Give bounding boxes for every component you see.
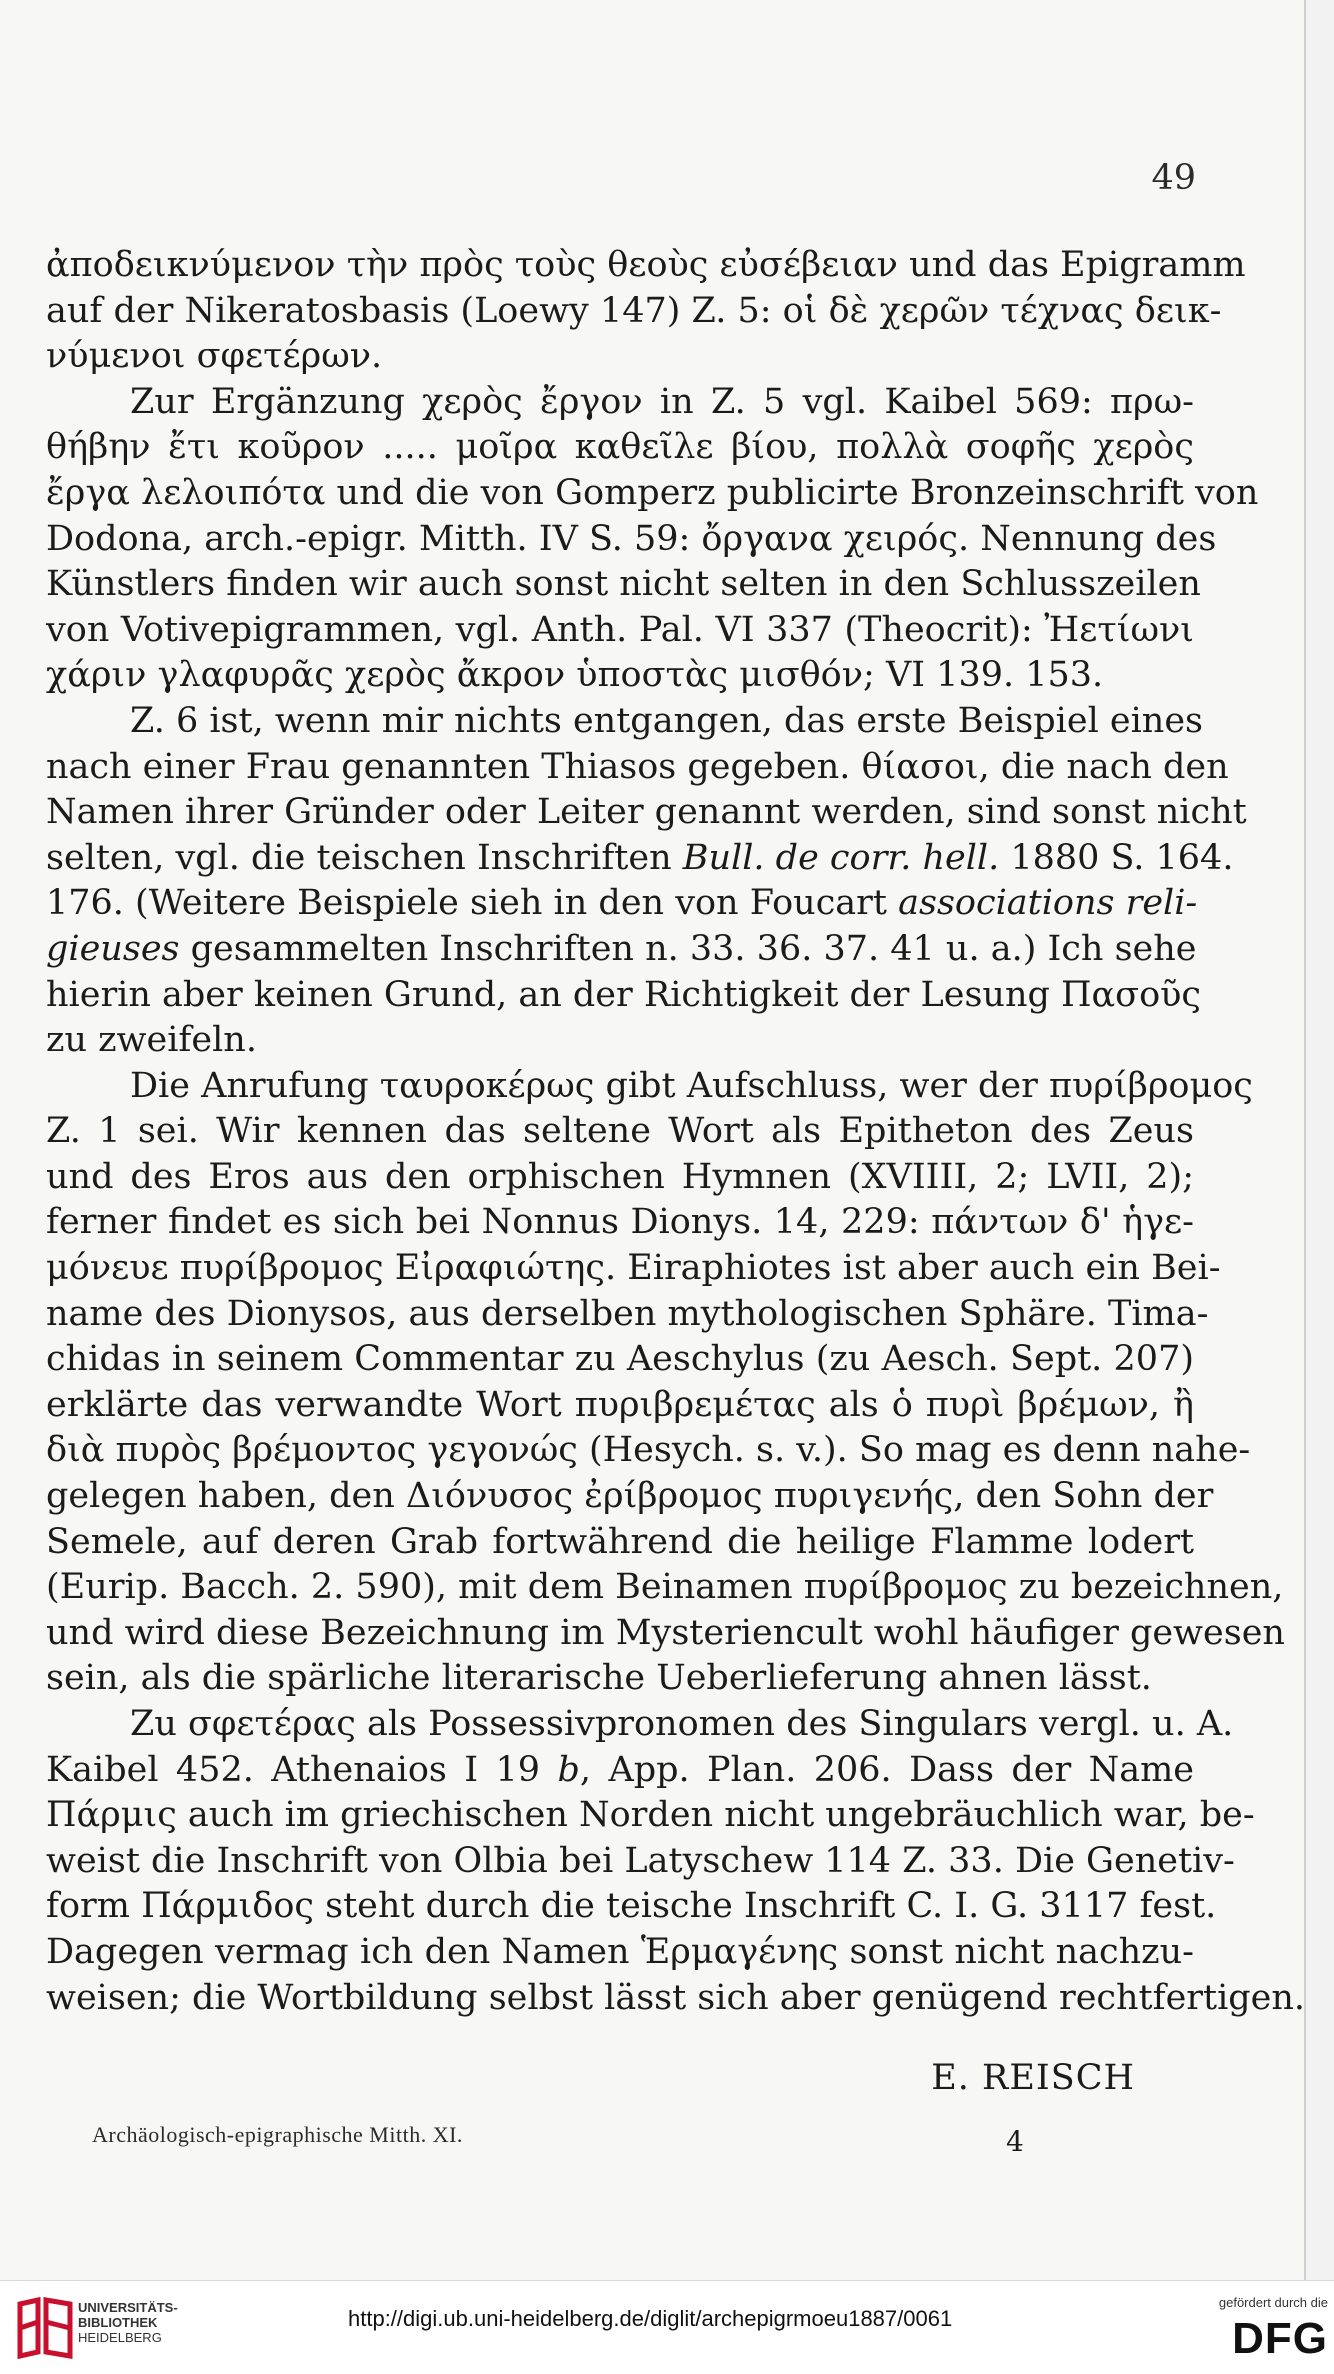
text-line-segment: ferner findet es sich bei Nonnus Dionys. 14, 229: πάντων δ' ἡγε- — [46, 1202, 1194, 1243]
text-line-segment: 176. (Weitere Beispiele sieh in den von Foucart — [46, 883, 887, 924]
text-line — [46, 1793, 1255, 1839]
text-line-segment: chidas in seinem Commentar zu Aeschylus (zu Aesch. Sept. 207) — [46, 1339, 1194, 1380]
text-line-segment: Semele, auf deren Grab fortwährend die heilige Flamme lodert — [46, 1521, 1194, 1562]
body-text — [46, 243, 1306, 2021]
text-line — [46, 1702, 1234, 1748]
text-line-segment: χάριν γλαφυρᾶς χερὸς ἄκρον ὑποστὰς μισθόν; VI 139. 153. — [46, 655, 1104, 696]
text-line-segment: auf der Nikeratosbasis (Loewy 147) Z. 5: οἱ δὲ χερῶν τέχνας δεικ- — [46, 290, 1222, 331]
text-line — [46, 1428, 1251, 1474]
text-line — [46, 471, 1259, 517]
text-line-segment: Πάρμις auch im griechischen Norden nicht ungebräuchlich war, be- — [46, 1795, 1255, 1836]
text-line — [46, 243, 1246, 289]
text-line — [46, 1976, 1306, 2022]
author-signature: E. REISCH — [931, 2058, 1135, 2098]
text-line — [46, 380, 1194, 426]
text-line — [46, 1930, 1194, 1976]
signature-mark: 4 — [1006, 2125, 1024, 2158]
text-line — [46, 699, 1204, 745]
text-line — [46, 1018, 1194, 1064]
text-line-segment: selten, vgl. die teischen Inschriften — [46, 837, 672, 878]
text-line-segment: gelegen haben, den Διόνυσος ἐρίβρομος πυριγενής, den Sohn der — [46, 1476, 1214, 1517]
permalink-url[interactable]: http://digi.ub.uni-heidelberg.de/diglit/archepigrmoeu1887/0061 — [348, 2306, 953, 2331]
text-line-segment: erklärte das verwandte Wort πυριβρεμέτας als ὁ πυρὶ βρέμων, ἢ — [46, 1384, 1194, 1425]
text-line-segment: Dodona, arch.-epigr. Mitth. IV S. 59: ὄργανα χειρός. Nennung des — [46, 518, 1217, 559]
text-line-segment: μόνευε πυρίβρομος Εἰραφιώτης. Eiraphiotes ist aber auch ein Bei- — [46, 1248, 1221, 1289]
text-line — [46, 334, 1194, 380]
text-line — [46, 1337, 1194, 1383]
text-line-segment: Namen ihrer Gründer oder Leiter genannt werden, sind sonst nicht — [46, 792, 1247, 833]
text-line — [46, 1155, 1194, 1201]
text-line — [46, 1200, 1194, 1246]
page-number: 49 — [1151, 158, 1196, 198]
text-line-segment: Zur Ergänzung χερὸς ἔργον in Z. 5 vgl. Kaibel 569: πρω- — [130, 381, 1194, 422]
text-line — [46, 1611, 1285, 1657]
text-line — [46, 1109, 1194, 1155]
text-line — [46, 1383, 1194, 1429]
text-line-segment: gesammelten Inschriften n. 33. 36. 37. 41 u. a.) Ich sehe — [179, 928, 1197, 969]
text-line — [46, 1565, 1284, 1611]
text-line-segment: , App. Plan. 206. Dass der Name — [579, 1749, 1194, 1790]
text-line — [46, 927, 1197, 973]
text-line-segment: θήβην ἔτι κοῦρον ..... μοῖρα καθεῖλε βίου, πολλὰ σοφῆς χερὸς — [46, 427, 1194, 468]
text-line-segment: und des Eros aus den orphischen Hymnen (XVIIII, 2; LVII, 2); — [46, 1156, 1194, 1197]
library-name — [78, 2300, 178, 2345]
text-line-segment: (Eurip. Bacch. 2. 590), mit dem Beinamen πυρίβρομος zu bezeichnen, — [46, 1567, 1284, 1608]
text-line — [46, 608, 1194, 654]
text-line — [46, 1246, 1221, 1292]
text-line-segment: ἔργα λελοιπότα und die von Gomperz publicirte Bronzeinschrift von — [46, 472, 1259, 513]
text-line-segment: nach einer Frau genannten Thiasos gegeben. θίασοι, die nach den — [46, 746, 1229, 787]
library-name-line: HEIDELBERG — [78, 2330, 162, 2345]
dfg-logo[interactable]: DFG — [1232, 2314, 1328, 2363]
text-line — [46, 425, 1194, 471]
text-line — [46, 1884, 1217, 1930]
italic-segment: b — [557, 1749, 580, 1790]
text-line-segment: Kaibel 452. Athenaios I 19 — [46, 1749, 541, 1790]
text-line-segment: weist die Inschrift von Olbia bei Latyschew 114 Z. 33. Die Genetiv- — [46, 1840, 1235, 1881]
italic-segment: Bull. de corr. hell. — [682, 837, 1000, 878]
text-line-segment: sein, als die spärliche literarische Ueberlieferung ahnen lässt. — [46, 1658, 1152, 1699]
text-line-segment: διὰ πυρὸς βρέμοντος γεγονώς (Hesych. s. v.). So mag es denn nahe- — [46, 1430, 1251, 1471]
library-name-line: UNIVERSITÄTS- — [78, 2300, 178, 2315]
text-line-segment: Dagegen vermag ich den Namen Ἑρμαγένης sonst nicht nachzu- — [46, 1931, 1194, 1972]
text-line-segment: und wird diese Bezeichnung im Mysteriencult wohl häufiger gewesen — [46, 1612, 1285, 1653]
text-line-segment: Zu σφετέρας als Possessivpronomen des Singulars vergl. u. A. — [130, 1704, 1234, 1744]
text-line — [46, 1292, 1209, 1338]
text-line-segment: form Πάρμιδος steht durch die teische Inschrift C. I. G. 3117 fest. — [46, 1886, 1217, 1927]
text-line-segment: ἀποδεικνύμενον τὴν πρὸς τοὺς θεοὺς εὐσέβειαν und das Epigramm — [46, 245, 1246, 285]
text-line — [46, 1656, 1194, 1702]
text-line — [46, 836, 1234, 882]
italic-segment: gieuses — [46, 928, 180, 969]
text-line — [46, 1520, 1194, 1566]
text-line-segment: hierin aber keinen Grund, an der Richtigkeit der Lesung Πασοῦς — [46, 974, 1202, 1015]
text-line — [46, 1474, 1214, 1520]
text-line — [46, 562, 1201, 608]
italic-segment: associations reli- — [898, 883, 1198, 924]
text-line — [46, 1748, 1194, 1794]
text-line-segment: νύμενοι σφετέρων. — [46, 336, 383, 377]
text-line — [46, 1064, 1253, 1110]
funding-note: gefördert durch die — [1218, 2295, 1328, 2310]
text-line — [46, 881, 1198, 927]
text-line-segment: zu zweifeln. — [46, 1020, 257, 1061]
text-line-segment: Z. 1 sei. Wir kennen das seltene Wort als Epitheton des Zeus — [46, 1111, 1194, 1152]
text-line — [46, 289, 1222, 335]
text-line — [46, 745, 1229, 791]
text-line-segment: Die Anrufung ταυροκέρως gibt Aufschluss, wer der πυρίβρομος — [130, 1065, 1253, 1106]
text-line-segment: Künstlers finden wir auch sonst nicht selten in den Schlusszeilen — [46, 564, 1201, 605]
text-line-segment: 1880 S. 164. — [999, 837, 1234, 878]
text-line-segment: weisen; die Wortbildung selbst lässt sich aber genügend rechtfertigen. — [46, 1977, 1306, 2018]
text-line-segment: von Votivepigrammen, vgl. Anth. Pal. VI 337 (Theocrit): Ἠετίωνι — [46, 609, 1194, 650]
text-line — [46, 973, 1202, 1019]
text-line — [46, 653, 1194, 699]
text-line-segment: name des Dionysos, aus derselben mythologischen Sphäre. Tima- — [46, 1293, 1209, 1334]
library-name-line: BIBLIOTHEK — [78, 2315, 158, 2330]
text-line — [46, 517, 1217, 563]
text-line — [46, 1839, 1235, 1885]
text-line — [46, 790, 1247, 836]
university-library-logo-icon[interactable] — [14, 2292, 76, 2360]
running-foot: Archäologisch-epigraphische Mitth. XI. — [92, 2122, 463, 2147]
text-line-segment: Z. 6 ist, wenn mir nichts entgangen, das erste Beispiel eines — [130, 700, 1204, 741]
